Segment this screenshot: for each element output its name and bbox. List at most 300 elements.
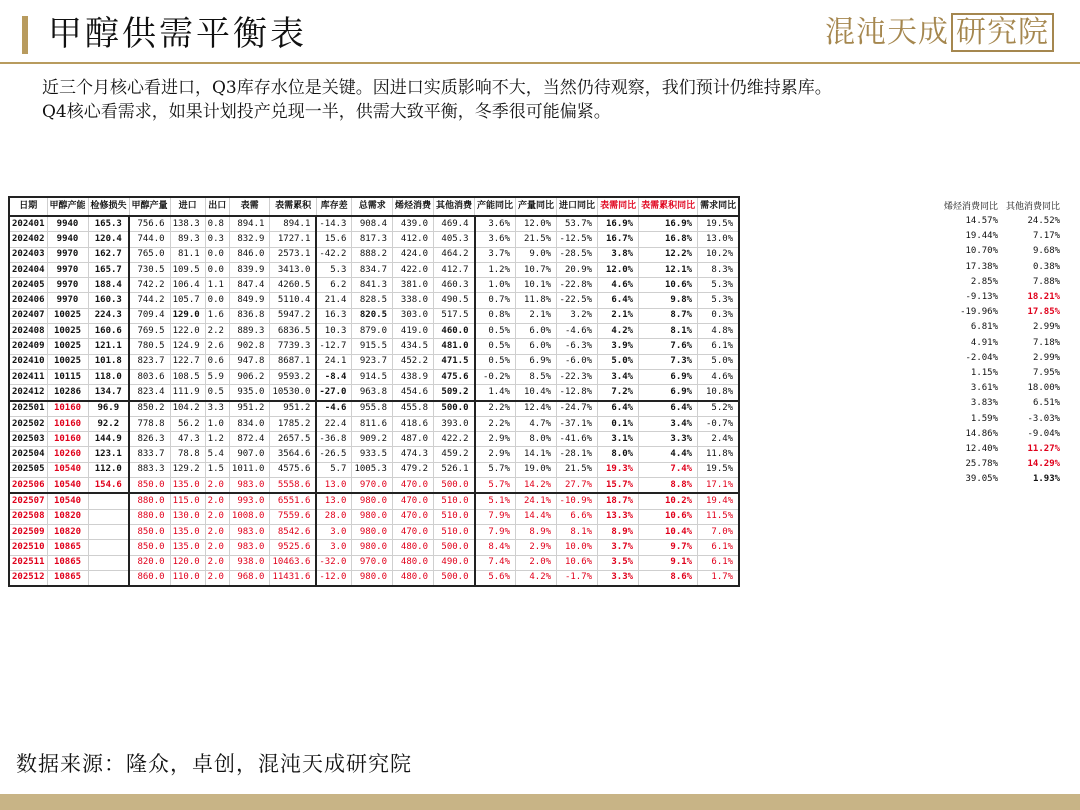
table-cell: 951.2 — [270, 401, 316, 417]
table-cell: 2.2% — [475, 416, 516, 431]
table-cell: 122.7 — [170, 354, 205, 369]
table-cell: 480.0 — [392, 540, 433, 555]
table-cell: 135.0 — [170, 478, 205, 494]
summary-line-1: 近三个月核心看进口，Q3库存水位是关键。因进口实质影响不大，当然仍待观察，我们预计仍维持累库。 — [42, 78, 832, 98]
table-cell: 8.9% — [598, 524, 639, 539]
table-cell: 470.0 — [392, 509, 433, 524]
side-table-row — [940, 244, 1064, 259]
table-cell: 202405 — [9, 278, 47, 293]
table-cell: 3564.6 — [270, 447, 316, 462]
table-cell: 803.6 — [129, 369, 170, 384]
table-cell: 834.7 — [352, 262, 393, 277]
table-cell: -12.8% — [557, 385, 598, 401]
side-table-cell: 14.86% — [965, 428, 999, 439]
table-cell: -12.0 — [316, 570, 352, 586]
table-cell: -41.6% — [557, 432, 598, 447]
table-cell: 13.3% — [598, 509, 639, 524]
table-cell: 10025 — [47, 308, 88, 323]
table-cell: 460.0 — [434, 324, 475, 339]
table-cell: -14.3 — [316, 216, 352, 232]
table-cell: 980.0 — [352, 524, 393, 539]
summary-text — [42, 76, 1052, 124]
consumption-yoy-table-container — [940, 200, 1064, 487]
side-table-cell: -3.03% — [1027, 413, 1061, 424]
table-cell: 202507 — [9, 493, 47, 509]
side-table-cell: 3.61% — [970, 383, 999, 394]
side-table-row — [940, 381, 1064, 396]
table-cell: 129.2 — [170, 462, 205, 477]
column-header: 产量同比 — [516, 197, 557, 216]
table-cell: 4.7% — [516, 416, 557, 431]
table-cell: 850.0 — [129, 540, 170, 555]
table-cell — [88, 570, 129, 586]
table-cell: 0.1% — [598, 416, 639, 431]
table-cell: 20.9% — [557, 262, 598, 277]
side-table-cell: 4.91% — [970, 337, 999, 348]
table-cell: 16.7% — [598, 232, 639, 247]
table-cell: 130.0 — [170, 509, 205, 524]
table-cell: 12.0% — [516, 216, 557, 232]
table-cell: 1.2 — [205, 432, 229, 447]
table-cell: 9.7% — [639, 540, 698, 555]
table-cell: 894.1 — [229, 216, 270, 232]
table-cell: 2657.5 — [270, 432, 316, 447]
table-cell: 202505 — [9, 462, 47, 477]
table-cell: 24.1 — [316, 354, 352, 369]
table-cell: 983.0 — [229, 524, 270, 539]
table-cell: 7739.3 — [270, 339, 316, 354]
table-cell: 832.9 — [229, 232, 270, 247]
table-cell: 10820 — [47, 509, 88, 524]
side-table-row — [940, 336, 1064, 351]
table-cell: 9970 — [47, 278, 88, 293]
table-cell: 983.0 — [229, 478, 270, 494]
table-cell: 424.0 — [392, 247, 433, 262]
table-cell: 0.3% — [698, 308, 740, 323]
column-header: 表需累积 — [270, 197, 316, 216]
column-header: 总需求 — [352, 197, 393, 216]
side-table-cell: 9.68% — [1032, 246, 1061, 257]
table-cell: 846.0 — [229, 247, 270, 262]
table-cell: 10865 — [47, 570, 88, 586]
table-cell: 479.2 — [392, 462, 433, 477]
table-cell: 27.7% — [557, 478, 598, 494]
table-cell: 438.9 — [392, 369, 433, 384]
table-cell: 500.0 — [434, 478, 475, 494]
table-cell: 3.3% — [598, 570, 639, 586]
table-cell: 3.1% — [598, 432, 639, 447]
header-bar — [0, 0, 1080, 62]
table-cell: 338.0 — [392, 293, 433, 308]
table-cell: 894.1 — [270, 216, 316, 232]
side-table-cell: 39.05% — [965, 474, 999, 485]
side-column-header: 烯烃消费同比 — [944, 201, 999, 212]
table-cell: 202510 — [9, 540, 47, 555]
table-row — [9, 493, 739, 509]
table-cell: 202403 — [9, 247, 47, 262]
table-cell: 5.9 — [205, 369, 229, 384]
table-cell: 0.5% — [475, 339, 516, 354]
table-cell: 28.0 — [316, 509, 352, 524]
table-cell: 412.0 — [392, 232, 433, 247]
table-cell: 439.0 — [392, 216, 433, 232]
table-cell: 980.0 — [352, 540, 393, 555]
table-cell: 10.7% — [516, 262, 557, 277]
table-cell: 889.3 — [229, 324, 270, 339]
table-cell: 1.5 — [205, 462, 229, 477]
table-cell: 112.0 — [88, 462, 129, 477]
table-cell: 202504 — [9, 447, 47, 462]
table-cell: -26.5 — [316, 447, 352, 462]
table-cell: 10.1% — [516, 278, 557, 293]
table-cell: 419.0 — [392, 324, 433, 339]
table-cell: 490.0 — [434, 555, 475, 570]
table-header-row — [9, 197, 739, 216]
side-table-cell: 7.17% — [1032, 231, 1061, 242]
table-cell: -22.8% — [557, 278, 598, 293]
side-table-header-row — [940, 200, 1064, 214]
table-cell: 2.0 — [205, 570, 229, 586]
table-cell: 914.5 — [352, 369, 393, 384]
table-cell: 1785.2 — [270, 416, 316, 431]
table-cell: 5.7 — [316, 462, 352, 477]
table-cell: 202511 — [9, 555, 47, 570]
table-cell: 888.2 — [352, 247, 393, 262]
table-cell: 765.0 — [129, 247, 170, 262]
table-cell: 836.8 — [229, 308, 270, 323]
table-cell: 0.8 — [205, 216, 229, 232]
table-cell: 2.2% — [475, 401, 516, 417]
column-header: 需求同比 — [698, 197, 740, 216]
table-cell: 7.9% — [475, 509, 516, 524]
table-cell: -8.4 — [316, 369, 352, 384]
table-cell: 6836.5 — [270, 324, 316, 339]
table-cell: 470.0 — [392, 478, 433, 494]
table-cell: -12.5% — [557, 232, 598, 247]
table-cell: 10865 — [47, 540, 88, 555]
table-cell: 2.2 — [205, 324, 229, 339]
table-cell: 5110.4 — [270, 293, 316, 308]
table-cell: 10160 — [47, 401, 88, 417]
table-cell: 118.0 — [88, 369, 129, 384]
table-cell: 21.5% — [557, 462, 598, 477]
side-table-cell: 7.95% — [1032, 367, 1061, 378]
table-cell: 471.5 — [434, 354, 475, 369]
table-cell: 947.8 — [229, 354, 270, 369]
table-cell: 135.0 — [170, 524, 205, 539]
table-cell: 9.0% — [516, 247, 557, 262]
table-cell: 778.8 — [129, 416, 170, 431]
table-cell: 3.5% — [598, 555, 639, 570]
table-body — [9, 216, 739, 586]
table-row — [9, 354, 739, 369]
table-cell: 907.0 — [229, 447, 270, 462]
table-cell: 826.3 — [129, 432, 170, 447]
table-cell: 1.4% — [475, 385, 516, 401]
data-source-note: 数据来源：隆众，卓创，混沌天成研究院 — [16, 752, 412, 776]
side-table-cell: 2.99% — [1032, 322, 1061, 333]
side-table-cell: 6.51% — [1032, 398, 1061, 409]
table-cell: 7.0% — [698, 524, 740, 539]
table-cell: 880.0 — [129, 509, 170, 524]
side-table-cell: 17.85% — [1027, 307, 1061, 318]
column-header: 进口 — [170, 197, 205, 216]
table-cell: 933.5 — [352, 447, 393, 462]
column-header: 库存差 — [316, 197, 352, 216]
table-cell: 303.0 — [392, 308, 433, 323]
table-cell: 9.1% — [639, 555, 698, 570]
table-cell: 3.0 — [316, 524, 352, 539]
table-cell: 1.7% — [698, 570, 740, 586]
table-cell: -24.7% — [557, 401, 598, 417]
side-table-row — [940, 320, 1064, 335]
table-cell: 8542.6 — [270, 524, 316, 539]
table-cell: 122.0 — [170, 324, 205, 339]
table-cell: 0.5% — [475, 354, 516, 369]
table-cell: 970.0 — [352, 555, 393, 570]
side-table-cell: 1.59% — [970, 413, 999, 424]
table-cell: 6.9% — [516, 354, 557, 369]
table-cell: -0.2% — [475, 369, 516, 384]
table-cell: 10160 — [47, 432, 88, 447]
table-cell: 475.6 — [434, 369, 475, 384]
table-cell: 0.0 — [205, 262, 229, 277]
header-divider — [0, 62, 1080, 64]
table-cell: 202501 — [9, 401, 47, 417]
side-table-row — [940, 427, 1064, 442]
table-cell: 160.6 — [88, 324, 129, 339]
table-cell: 526.1 — [434, 462, 475, 477]
table-cell: 14.4% — [516, 509, 557, 524]
table-cell: 993.0 — [229, 493, 270, 509]
table-cell: 202402 — [9, 232, 47, 247]
table-cell: 202408 — [9, 324, 47, 339]
table-cell: 6.4% — [639, 401, 698, 417]
table-cell: 109.5 — [170, 262, 205, 277]
table-cell: -4.6 — [316, 401, 352, 417]
table-cell: -28.5% — [557, 247, 598, 262]
table-cell: 2.1% — [598, 308, 639, 323]
table-cell: 480.0 — [392, 570, 433, 586]
table-cell: 6.6% — [557, 509, 598, 524]
table-cell: 106.4 — [170, 278, 205, 293]
table-cell: 202409 — [9, 339, 47, 354]
table-cell: 108.5 — [170, 369, 205, 384]
table-cell: 224.3 — [88, 308, 129, 323]
table-row — [9, 401, 739, 417]
table-cell: 6.0% — [516, 339, 557, 354]
table-cell: 412.7 — [434, 262, 475, 277]
table-cell: 980.0 — [352, 570, 393, 586]
table-cell: 963.8 — [352, 385, 393, 401]
table-cell: 460.3 — [434, 278, 475, 293]
side-table-cell: -9.13% — [965, 292, 999, 303]
table-cell: 2.0 — [205, 555, 229, 570]
side-table-row — [940, 366, 1064, 381]
table-cell: 474.3 — [392, 447, 433, 462]
column-header: 烯烃消费 — [392, 197, 433, 216]
table-cell: 970.0 — [352, 478, 393, 494]
table-cell: 742.2 — [129, 278, 170, 293]
table-cell: 908.4 — [352, 216, 393, 232]
table-cell: 7.3% — [639, 354, 698, 369]
table-cell: 202508 — [9, 509, 47, 524]
table-cell: 817.3 — [352, 232, 393, 247]
table-cell: 8.3% — [698, 262, 740, 277]
table-cell: 872.4 — [229, 432, 270, 447]
column-header: 甲醇产量 — [129, 197, 170, 216]
table-row — [9, 339, 739, 354]
table-cell: 6.4% — [598, 293, 639, 308]
table-cell: 452.2 — [392, 354, 433, 369]
table-cell: 3.2% — [557, 308, 598, 323]
table-cell: 105.7 — [170, 293, 205, 308]
table-cell: 47.3 — [170, 432, 205, 447]
table-cell: 10025 — [47, 324, 88, 339]
table-cell: -27.0 — [316, 385, 352, 401]
table-cell: 5.0% — [698, 354, 740, 369]
consumption-yoy-table — [940, 200, 1064, 487]
table-cell: 1011.0 — [229, 462, 270, 477]
table-row — [9, 555, 739, 570]
table-cell: 8.1% — [557, 524, 598, 539]
table-cell: 11.5% — [698, 509, 740, 524]
table-cell: 110.0 — [170, 570, 205, 586]
logo-box-text: 研究院 — [951, 13, 1054, 52]
table-cell: 6.1% — [698, 339, 740, 354]
table-cell: 823.4 — [129, 385, 170, 401]
table-cell: 4.2% — [516, 570, 557, 586]
table-cell: 418.6 — [392, 416, 433, 431]
table-cell: -6.0% — [557, 354, 598, 369]
side-table-row — [940, 411, 1064, 426]
table-cell: 756.6 — [129, 216, 170, 232]
table-cell: 455.8 — [392, 401, 433, 417]
table-row — [9, 447, 739, 462]
table-cell: 22.4 — [316, 416, 352, 431]
table-cell: 15.6 — [316, 232, 352, 247]
logo-text: 混沌天成 — [825, 15, 949, 50]
side-table-row — [940, 442, 1064, 457]
table-cell: 500.0 — [434, 570, 475, 586]
table-cell: 405.3 — [434, 232, 475, 247]
table-row — [9, 570, 739, 586]
table-cell: 13.0% — [698, 232, 740, 247]
table-cell: 10160 — [47, 416, 88, 431]
table-cell: 19.5% — [698, 462, 740, 477]
table-cell: 129.0 — [170, 308, 205, 323]
table-cell: 820.5 — [352, 308, 393, 323]
table-cell: 4575.6 — [270, 462, 316, 477]
table-cell: 915.5 — [352, 339, 393, 354]
table-row — [9, 416, 739, 431]
table-cell: 938.0 — [229, 555, 270, 570]
table-cell: 2.9% — [475, 432, 516, 447]
table-cell: 850.0 — [129, 478, 170, 494]
table-cell: 154.6 — [88, 478, 129, 494]
table-cell: 955.8 — [352, 401, 393, 417]
table-cell: 5.6% — [475, 570, 516, 586]
table-cell: 422.2 — [434, 432, 475, 447]
column-header: 出口 — [205, 197, 229, 216]
table-cell: 1008.0 — [229, 509, 270, 524]
table-cell: 883.3 — [129, 462, 170, 477]
table-cell: 3.4% — [639, 416, 698, 431]
table-cell: 10.2% — [639, 493, 698, 509]
table-cell: -36.8 — [316, 432, 352, 447]
table-cell: 3.0 — [316, 540, 352, 555]
table-cell: 11.8% — [516, 293, 557, 308]
table-cell: 4.4% — [639, 447, 698, 462]
side-table-cell: 18.00% — [1027, 383, 1061, 394]
table-cell: 120.4 — [88, 232, 129, 247]
table-cell: 4260.5 — [270, 278, 316, 293]
table-cell: 983.0 — [229, 540, 270, 555]
balance-table-container — [8, 196, 740, 587]
table-cell: 828.5 — [352, 293, 393, 308]
table-cell: 10286 — [47, 385, 88, 401]
table-cell: 6.9% — [639, 369, 698, 384]
table-cell: 0.6 — [205, 354, 229, 369]
table-cell: 470.0 — [392, 524, 433, 539]
table-cell: 5.3% — [698, 278, 740, 293]
side-table-cell: 19.44% — [965, 231, 999, 242]
table-cell: 19.0% — [516, 462, 557, 477]
table-cell: -10.9% — [557, 493, 598, 509]
table-cell: 3413.0 — [270, 262, 316, 277]
table-cell: 9593.2 — [270, 369, 316, 384]
side-table-cell: 25.78% — [965, 459, 999, 470]
table-cell: 10820 — [47, 524, 88, 539]
table-cell: 5.7% — [475, 462, 516, 477]
column-header: 甲醇产能 — [47, 197, 88, 216]
side-table-cell: -19.96% — [960, 307, 999, 318]
table-cell: 2.0 — [205, 493, 229, 509]
table-cell: 3.6% — [475, 216, 516, 232]
table-cell: 19.4% — [698, 493, 740, 509]
table-row — [9, 462, 739, 477]
table-cell: 5.0% — [598, 354, 639, 369]
table-cell: 115.0 — [170, 493, 205, 509]
side-table-cell: -2.04% — [965, 352, 999, 363]
table-cell: 124.9 — [170, 339, 205, 354]
table-row — [9, 324, 739, 339]
table-cell: 2573.1 — [270, 247, 316, 262]
side-table-cell: 14.57% — [965, 216, 999, 227]
table-cell: 8.4% — [475, 540, 516, 555]
footer-bar — [0, 794, 1080, 810]
table-cell: -22.5% — [557, 293, 598, 308]
table-cell: 459.2 — [434, 447, 475, 462]
column-header: 表需同比 — [598, 197, 639, 216]
table-cell: 135.0 — [170, 540, 205, 555]
table-cell: 121.1 — [88, 339, 129, 354]
table-cell: 951.2 — [229, 401, 270, 417]
side-table-cell: 2.99% — [1032, 352, 1061, 363]
table-cell: 5.7% — [475, 478, 516, 494]
table-cell: 393.0 — [434, 416, 475, 431]
table-cell: 8.6% — [639, 570, 698, 586]
side-table-cell: 18.21% — [1027, 292, 1061, 303]
side-table-cell: 1.15% — [970, 367, 999, 378]
table-cell: 880.0 — [129, 493, 170, 509]
table-cell: 202411 — [9, 369, 47, 384]
table-cell: 0.7% — [475, 293, 516, 308]
side-table-cell: 2.85% — [970, 276, 999, 287]
table-cell: 500.0 — [434, 401, 475, 417]
table-cell: 3.9% — [598, 339, 639, 354]
table-cell: -28.1% — [557, 447, 598, 462]
